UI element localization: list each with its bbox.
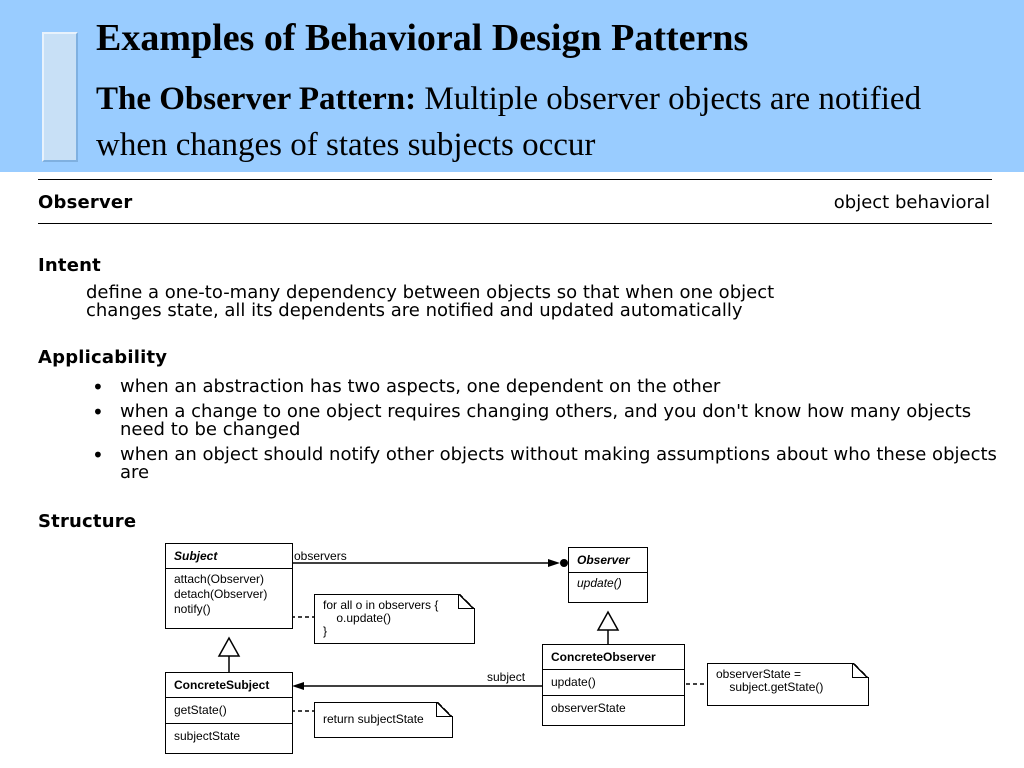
association-end-dot xyxy=(560,559,568,567)
intent-heading: Intent xyxy=(38,255,101,276)
observers-label: observers xyxy=(294,549,347,563)
class-name: ConcreteObserver xyxy=(551,650,656,664)
operation: detach(Observer) xyxy=(174,587,268,601)
class-name: ConcreteSubject xyxy=(174,678,270,692)
intent-line: define a one-to-many dependency between objects so that when one object xyxy=(86,282,775,303)
list-item: • when a change to one object requires changing others, and you don't know how many objects need to be changed xyxy=(92,403,997,439)
operation: getState() xyxy=(174,703,227,717)
applicability-heading: Applicability xyxy=(38,347,168,368)
pattern-name: Observer xyxy=(38,192,133,213)
operation: update() xyxy=(551,675,596,689)
structure-heading: Structure xyxy=(38,511,137,532)
class-operations xyxy=(166,568,292,620)
notify-note xyxy=(314,594,475,644)
subtitle-text: Multiple observer objects are notified when changes of states subjects occur xyxy=(96,81,922,163)
class-name: Subject xyxy=(174,549,218,563)
note-line: subject.getState() xyxy=(716,680,824,694)
intent-line: changes state, all its dependents are notified and updated automatically xyxy=(86,300,743,321)
operation: update() xyxy=(577,576,622,590)
class-operations xyxy=(543,669,684,695)
note-line: for all o in observers { xyxy=(323,598,439,612)
note-line: return subjectState xyxy=(323,712,424,726)
association-arrow-head xyxy=(548,559,560,567)
class-attributes xyxy=(543,695,684,719)
subject-class xyxy=(165,543,293,629)
getstate-note xyxy=(314,702,453,738)
note-line: observerState = xyxy=(716,667,802,681)
list-item: • when an object should notify other objects without making assumptions about who these objects are xyxy=(92,446,997,482)
observer-class xyxy=(568,547,648,603)
operation: attach(Observer) xyxy=(174,572,265,586)
concrete-observer-class xyxy=(542,644,685,726)
list-item: • when an abstraction has two aspects, one dependent on the other xyxy=(92,378,997,396)
class-attributes xyxy=(166,723,292,747)
concrete-subject-class xyxy=(165,672,293,754)
slide-title: Examples of Behavioral Design Patterns xyxy=(96,17,749,59)
class-operations xyxy=(569,572,647,594)
attribute: subjectState xyxy=(174,729,241,743)
pattern-category: object behavioral xyxy=(833,192,990,213)
subtitle-lead: The Observer Pattern: xyxy=(96,81,417,117)
update-note xyxy=(707,663,869,706)
note-line: o.update() xyxy=(323,611,392,625)
operation: notify() xyxy=(174,602,211,616)
subject-arrow-head xyxy=(292,682,304,690)
inheritance-observer-triangle xyxy=(598,612,618,630)
attribute: observerState xyxy=(551,701,626,715)
inheritance-subject-triangle xyxy=(219,638,239,656)
subject-label: subject xyxy=(487,670,526,684)
class-name: Observer xyxy=(577,553,630,567)
class-operations xyxy=(166,697,292,723)
note-line: } xyxy=(323,624,328,638)
